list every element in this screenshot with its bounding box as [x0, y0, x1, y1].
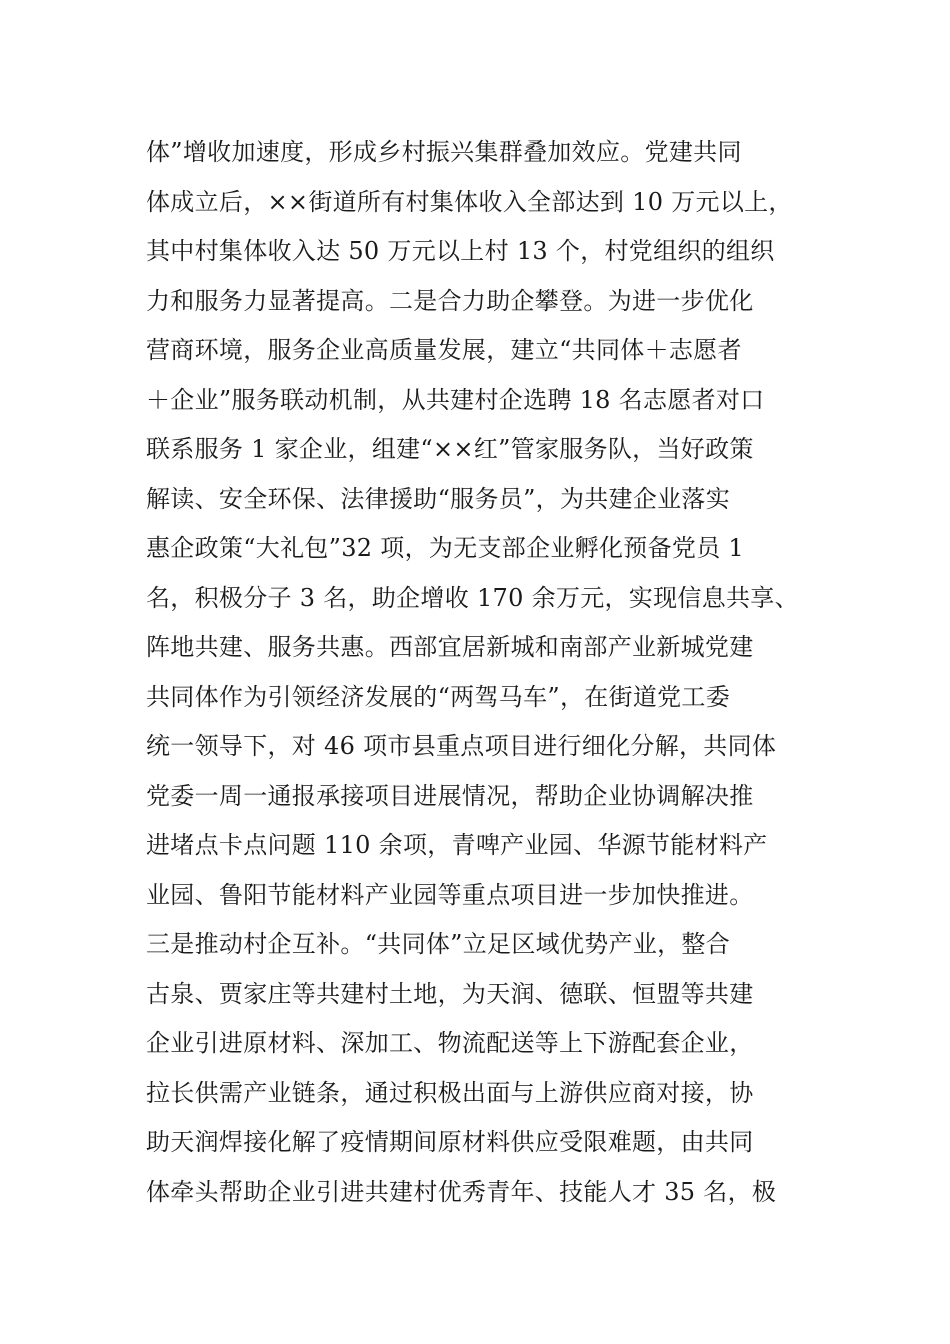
text-line: 解读、安全环保、法律援助“服务员”，为共建企业落实: [146, 484, 731, 513]
text-line: 名，积极分子 3 名，助企增收 170 余万元，实现信息共享、: [146, 583, 799, 612]
text-line: 共同体作为引领经济发展的“两驾马车”，在街道党工委: [146, 682, 731, 711]
body-paragraph: [146, 128, 826, 1217]
text-line: 拉长供需产业链条，通过积极出面与上游供应商对接，协: [146, 1078, 754, 1107]
text-line: 体成立后，××街道所有村集体收入全部达到 10 万元以上，: [146, 187, 793, 216]
text-line: 惠企政策“大礼包”32 项，为无支部企业孵化预备党员 1: [146, 534, 745, 562]
text-line: 力和服务力显著提高。二是合力助企攀登。为进一步优化: [146, 286, 754, 315]
text-line: 阵地共建、服务共惠。西部宜居新城和南部产业新城党建: [146, 633, 754, 661]
text-line: 体牵头帮助企业引进共建村优秀青年、技能人才 35 名，极: [146, 1177, 777, 1206]
text-line: 业园、鲁阳节能材料产业园等重点项目进一步加快推进。: [146, 880, 754, 909]
text-line: 其中村集体收入达 50 万元以上村 13 个，村党组织的组织: [146, 237, 775, 265]
text-line: 三是推动村企互补。“共同体”立足区域优势产业，整合: [146, 930, 731, 958]
text-line: 助天润焊接化解了疫情期间原材料供应受限难题，由共同: [146, 1128, 754, 1156]
text-line: 联系服务 1 家企业，组建“××红”管家服务队，当好政策: [146, 435, 754, 463]
text-line: 进堵点卡点问题 110 余项，青啤产业园、华源节能材料产: [146, 831, 768, 859]
text-line: 体”增收加速度，形成乡村振兴集群叠加效应。党建共同: [146, 138, 742, 166]
text-line: 营商环境，服务企业高质量发展，建立“共同体＋志愿者: [146, 336, 742, 364]
text-line: 企业引进原材料、深加工、物流配送等上下游配套企业，: [146, 1029, 754, 1057]
text-line: 古泉、贾家庄等共建村土地，为天润、德联、恒盟等共建: [146, 979, 754, 1008]
text-line: ＋企业”服务联动机制，从共建村企选聘 18 名志愿者对口: [146, 385, 765, 414]
text-line: 统一领导下，对 46 项市县重点项目进行细化分解，共同体: [146, 732, 777, 760]
text-line: 党委一周一通报承接项目进展情况，帮助企业协调解决推: [146, 781, 754, 810]
